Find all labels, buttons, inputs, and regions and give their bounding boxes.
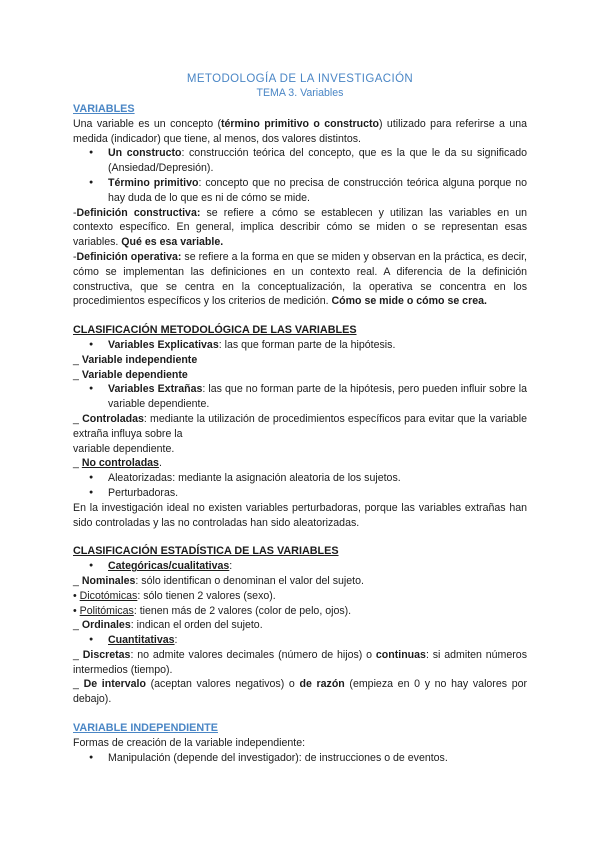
section-heading-metodologica: CLASIFICACIÓN METODOLÓGICA DE LAS VARIABLES: [73, 324, 357, 337]
list-item: ● Cuantitativas:: [73, 633, 527, 648]
nominales-line: _ Nominales: sólo identifican o denominan el valor del sujeto.: [73, 574, 364, 587]
intervalo-line: _ De intervalo (aceptan valores negativos) o de razón (empieza en 0 y no hay valores por debajo).: [73, 678, 528, 706]
document-page: [73, 72, 527, 765]
explicativas-list: [73, 338, 527, 353]
list-item: ● Variables Extrañas: las que no forman parte de la hipótesis, pero pueden influir sobre la variable dependiente.: [73, 382, 527, 412]
list-item: ● Perturbadoras.: [73, 486, 527, 501]
controladas-line: _ Controladas: mediante la utilización de procedimientos específicos para evitar que la variable extraña influya sobre la: [73, 412, 527, 440]
no-controladas-list: [73, 471, 527, 501]
dicotomicas-line: • Dicotómicas: sólo tienen 2 valores (sexo).: [73, 589, 276, 602]
independiente-list: [73, 751, 527, 766]
list-item: ● Manipulación (depende del investigador): de instrucciones o de eventos.: [73, 751, 527, 766]
section-heading-independiente: VARIABLE INDEPENDIENTE: [73, 722, 218, 735]
list-item: ● Término primitivo: concepto que no precisa de construcción teórica alguna porque no hay duda de lo que es ni de cómo se mide.: [73, 176, 527, 206]
extranas-list: [73, 382, 527, 412]
cuantitativas-list: [73, 633, 527, 648]
list-item: ● Aleatorizadas: mediante la asignación aleatoria de los sujetos.: [73, 471, 527, 486]
categoricas-list: [73, 559, 527, 574]
document-title: METODOLOGÍA DE LA INVESTIGACIÓN: [186, 73, 414, 85]
variables-intro: Una variable es un concepto (término primitivo o constructo) utilizado para referirse a una medida (indicador) que tiene, al menos, dos valores distintos.: [73, 117, 527, 145]
list-item: ● Un constructo: construcción teórica del concepto, que es la que le da su significado (Ansiedad/Depresión).: [73, 146, 527, 176]
variables-bullet-list: [73, 146, 527, 205]
ordinales-line: _ Ordinales: indican el orden del sujeto.: [73, 619, 263, 632]
document-subtitle: TEMA 3. Variables: [256, 87, 344, 99]
definicion-operativa: -Definición operativa: se refiere a la forma en que se miden y observan en la práctica, es decir, cómo se implementan las definiciones en un contexto real. A diferencia de la definición constructiva, que se centra en la conceptualización, la operativa se concentra en los procedimientos específicos y los criterios de medición. Cómo se mide o cómo se crea.: [73, 250, 528, 308]
independiente-intro: Formas de creación de la variable independiente:: [73, 736, 306, 749]
section-heading-variables: VARIABLES: [73, 103, 135, 115]
list-item: ● Categóricas/cualitativas:: [73, 559, 527, 574]
definicion-constructiva: -Definición constructiva: se refiere a cómo se establecen y utilizan las variables en un contexto específico. En general, implica describir cómo se miden o se representan esas variables. Qué es esa variable.: [73, 206, 527, 249]
list-item: ● Variables Explicativas: las que forman parte de la hipótesis.: [73, 338, 527, 353]
discretas-line: _ Discretas: no admite valores decimales (número de hijos) o continuas: si admiten números intermedios (tiempo).: [73, 648, 527, 676]
section-heading-estadistica: CLASIFICACIÓN ESTADÍSTICA DE LAS VARIABLES: [73, 545, 339, 558]
politomicas-line: • Politómicas: tienen más de 2 valores (color de pelo, ojos).: [73, 604, 352, 617]
variable-independiente-line: _ Variable independiente: [73, 353, 198, 366]
controladas-line-2: variable dependiente.: [73, 442, 175, 455]
variable-dependiente-line: _ Variable dependiente: [73, 368, 188, 381]
metodologica-closing: En la investigación ideal no existen variables perturbadoras, porque las variables extrañas han sido controladas y las no controladas han sido aleatorizadas.: [73, 501, 527, 529]
no-controladas-line: _ No controladas.: [73, 457, 162, 470]
